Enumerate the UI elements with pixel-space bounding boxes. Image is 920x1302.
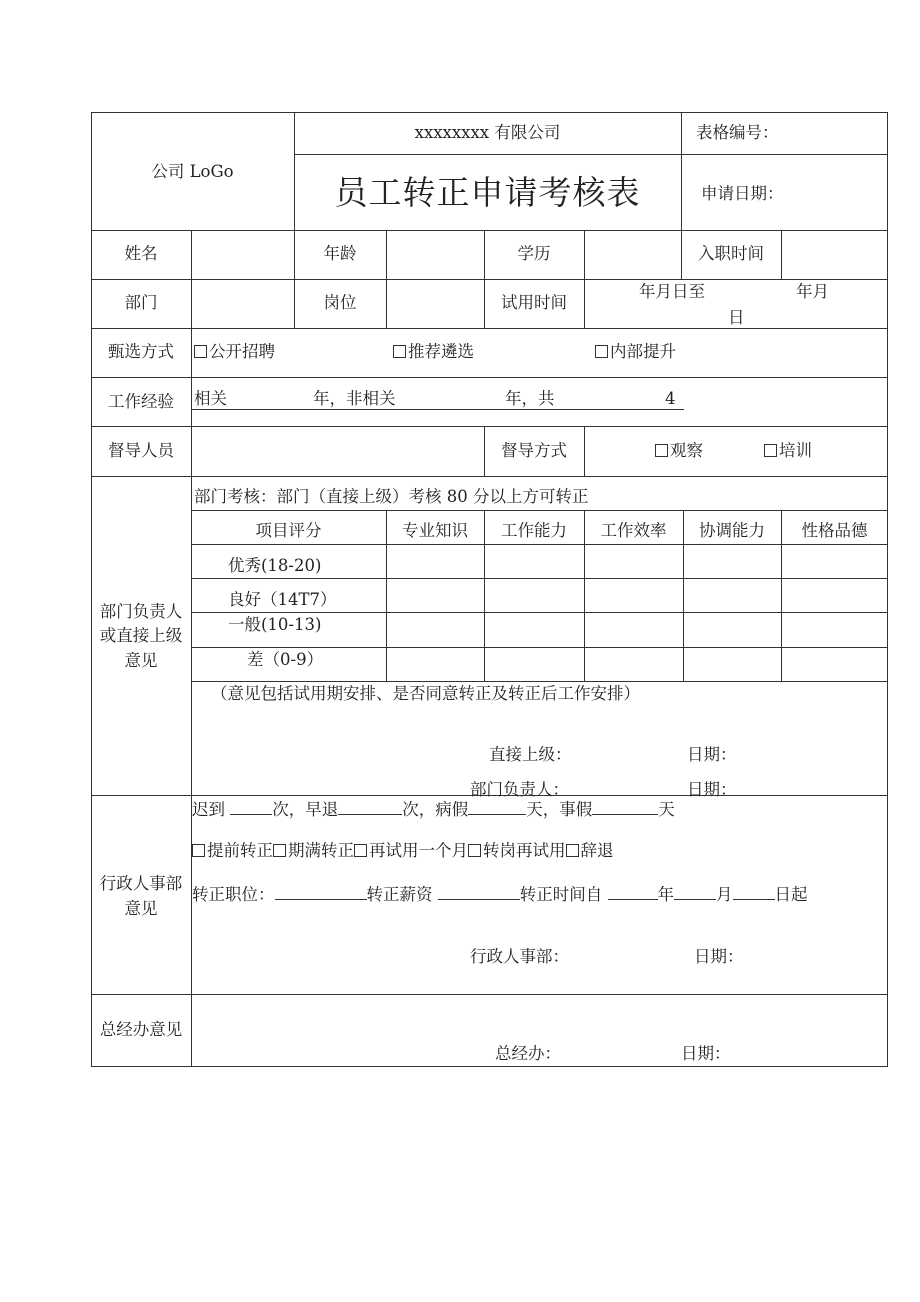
selection-option-internal[interactable]: [595, 342, 676, 362]
selection-label: 甄选方式: [108, 342, 174, 361]
option-extend-month[interactable]: [354, 841, 468, 860]
salary-field[interactable]: [438, 883, 520, 900]
option-transfer[interactable]: [468, 841, 566, 860]
header-divider-2: [681, 112, 682, 230]
experience-label: 工作经验: [108, 392, 174, 411]
grade-header: 项目评分: [255, 521, 322, 540]
dept-opinion-label-3: 意见: [124, 651, 158, 670]
dept-head-sign: 部门负责人：: [470, 780, 569, 799]
assess-note: 部门考核：部门（直接上级）考核 80 分以上方可转正: [194, 487, 589, 506]
early-leave-label: 次，早退: [272, 800, 339, 819]
dept-opinion-label-1: 部门负责人: [99, 602, 183, 621]
day-start-label: 日起: [774, 885, 808, 904]
row-line: [91, 328, 888, 329]
opinion-remark: （意见包括试用期安排、是否同意转正及转正后工作安排）: [211, 684, 640, 703]
year-field[interactable]: [608, 883, 658, 900]
position-label: 转正职位：: [192, 885, 275, 904]
year-label: 年: [657, 885, 674, 904]
grade-line: [191, 681, 888, 682]
trial-range-end: 日: [728, 308, 745, 327]
checkbox-icon: [468, 844, 481, 857]
checkbox-icon: [655, 444, 668, 457]
checkbox-icon: [764, 444, 777, 457]
time-from-label: 转正时间自: [519, 885, 603, 904]
day-field[interactable]: [733, 883, 775, 900]
checkbox-icon: [595, 345, 608, 358]
late-label: 迟到: [192, 800, 225, 819]
option-label: 推荐遴选: [408, 342, 474, 361]
form-title: 员工转正申请考核表: [334, 173, 641, 212]
header-mid-line: [294, 154, 888, 155]
supervise-option-train[interactable]: [764, 441, 812, 461]
gm-sign: 总经办：: [495, 1044, 561, 1063]
checkbox-icon: [354, 844, 367, 857]
col-line: [191, 328, 192, 1067]
experience-underline: [192, 409, 684, 410]
option-label: 提前转正: [207, 841, 273, 860]
personal-leave-label: 天，事假: [526, 800, 593, 819]
apply-date-label: 申请日期：: [701, 184, 784, 203]
name-label: 姓名: [124, 244, 158, 263]
form-border-right: [887, 112, 888, 1067]
grade-line: [191, 510, 888, 511]
grade-header: 性格品德: [801, 521, 868, 540]
company-logo: 公司 LoGo: [151, 162, 234, 181]
col-line: [584, 426, 585, 476]
row-line: [91, 994, 888, 995]
option-label: 内部提升: [610, 342, 676, 361]
hr-date: 日期：: [694, 947, 744, 966]
attendance-line: [192, 798, 675, 820]
early-leave-count-field[interactable]: [338, 798, 402, 815]
checkbox-icon: [192, 844, 205, 857]
age-label: 年龄: [323, 244, 357, 263]
grade-header: 协调能力: [699, 521, 765, 540]
col-line: [781, 230, 782, 279]
assessment-form: [91, 112, 888, 1067]
decision-options: [192, 841, 614, 861]
checkbox-icon: [393, 345, 406, 358]
grade-header: 专业知识: [402, 521, 468, 540]
position-field[interactable]: [275, 883, 367, 900]
supervise-option-observe[interactable]: [655, 441, 703, 461]
grade-excellent: 优秀(18-20): [228, 556, 322, 575]
row-line: [91, 476, 888, 477]
trial-time-label: 试用时间: [501, 293, 567, 312]
option-dismiss[interactable]: [566, 841, 614, 860]
grade-line: [191, 647, 888, 648]
hr-dept-sign: 行政人事部：: [470, 947, 569, 966]
checkbox-icon: [566, 844, 579, 857]
option-early-regular[interactable]: [192, 841, 273, 860]
option-label: 再试用一个月: [369, 841, 468, 860]
row-line: [91, 377, 888, 378]
trial-range-mid: 年月: [796, 282, 829, 301]
post-label: 岗位: [323, 293, 357, 312]
hr-opinion-label-1: 行政人事部: [99, 874, 183, 893]
col-line: [386, 230, 387, 328]
col-line: [191, 230, 192, 328]
row-line: [91, 279, 888, 280]
grade-line: [191, 544, 888, 545]
row-line: [91, 230, 888, 231]
option-label: 培训: [779, 441, 812, 460]
regular-details-line: [192, 883, 808, 905]
form-number-label: 表格编号：: [696, 123, 779, 142]
join-date-label: 入职时间: [698, 244, 764, 263]
grade-good: 良好（14T7）: [228, 590, 337, 609]
selection-option-recommend[interactable]: [393, 342, 474, 362]
row-line: [91, 426, 888, 427]
option-full-term[interactable]: [273, 841, 354, 860]
company-name: xxxxxxxx 有限公司: [414, 123, 561, 142]
grade-line: [191, 578, 888, 579]
option-label: 观察: [670, 441, 703, 460]
direct-superior-date: 日期：: [687, 745, 737, 764]
month-field[interactable]: [674, 883, 716, 900]
option-label: 公开招聘: [209, 342, 275, 361]
experience-related: 相关: [194, 389, 227, 408]
experience-total-value: 4: [665, 389, 676, 408]
col-line: [584, 230, 585, 328]
checkbox-icon: [194, 345, 207, 358]
grade-header: 工作效率: [600, 521, 667, 540]
dept-head-date: 日期：: [687, 780, 737, 799]
selection-option-public[interactable]: [194, 342, 275, 362]
grade-line: [191, 612, 888, 613]
salary-label: 转正薪资: [366, 885, 433, 904]
personal-leave-days-field[interactable]: [592, 798, 658, 815]
hr-opinion-label-2: 意见: [124, 899, 158, 918]
dept-opinion-label-2: 或直接上级: [99, 626, 183, 645]
trial-range-start: 年月日至: [639, 282, 705, 301]
option-label: 期满转正: [288, 841, 354, 860]
checkbox-icon: [273, 844, 286, 857]
option-label: 辞退: [580, 841, 614, 860]
sick-leave-label: 次，病假: [402, 800, 469, 819]
grade-average: 一般(10-13): [228, 615, 322, 634]
direct-superior-sign: 直接上级：: [489, 745, 572, 764]
experience-total-label: 年，共: [505, 389, 555, 408]
month-label: 月: [716, 885, 733, 904]
grade-header: 工作能力: [501, 521, 567, 540]
option-label: 转岗再试用: [483, 841, 566, 860]
grade-poor: 差（0-9）: [247, 650, 324, 669]
supervise-method-label: 督导方式: [501, 441, 567, 460]
sick-leave-days-field[interactable]: [468, 798, 526, 815]
gm-opinion-label: 总经办意见: [99, 1020, 183, 1039]
form-border-top: [91, 112, 888, 113]
education-label: 学历: [517, 244, 551, 263]
experience-nonrelated: 年，非相关: [313, 389, 396, 408]
dept-label: 部门: [124, 293, 158, 312]
days-label: 天: [658, 800, 675, 819]
supervisor-label: 督导人员: [108, 441, 174, 460]
late-count-field[interactable]: [230, 798, 272, 815]
form-border-bottom: [91, 1066, 888, 1067]
gm-date: 日期：: [681, 1044, 731, 1063]
